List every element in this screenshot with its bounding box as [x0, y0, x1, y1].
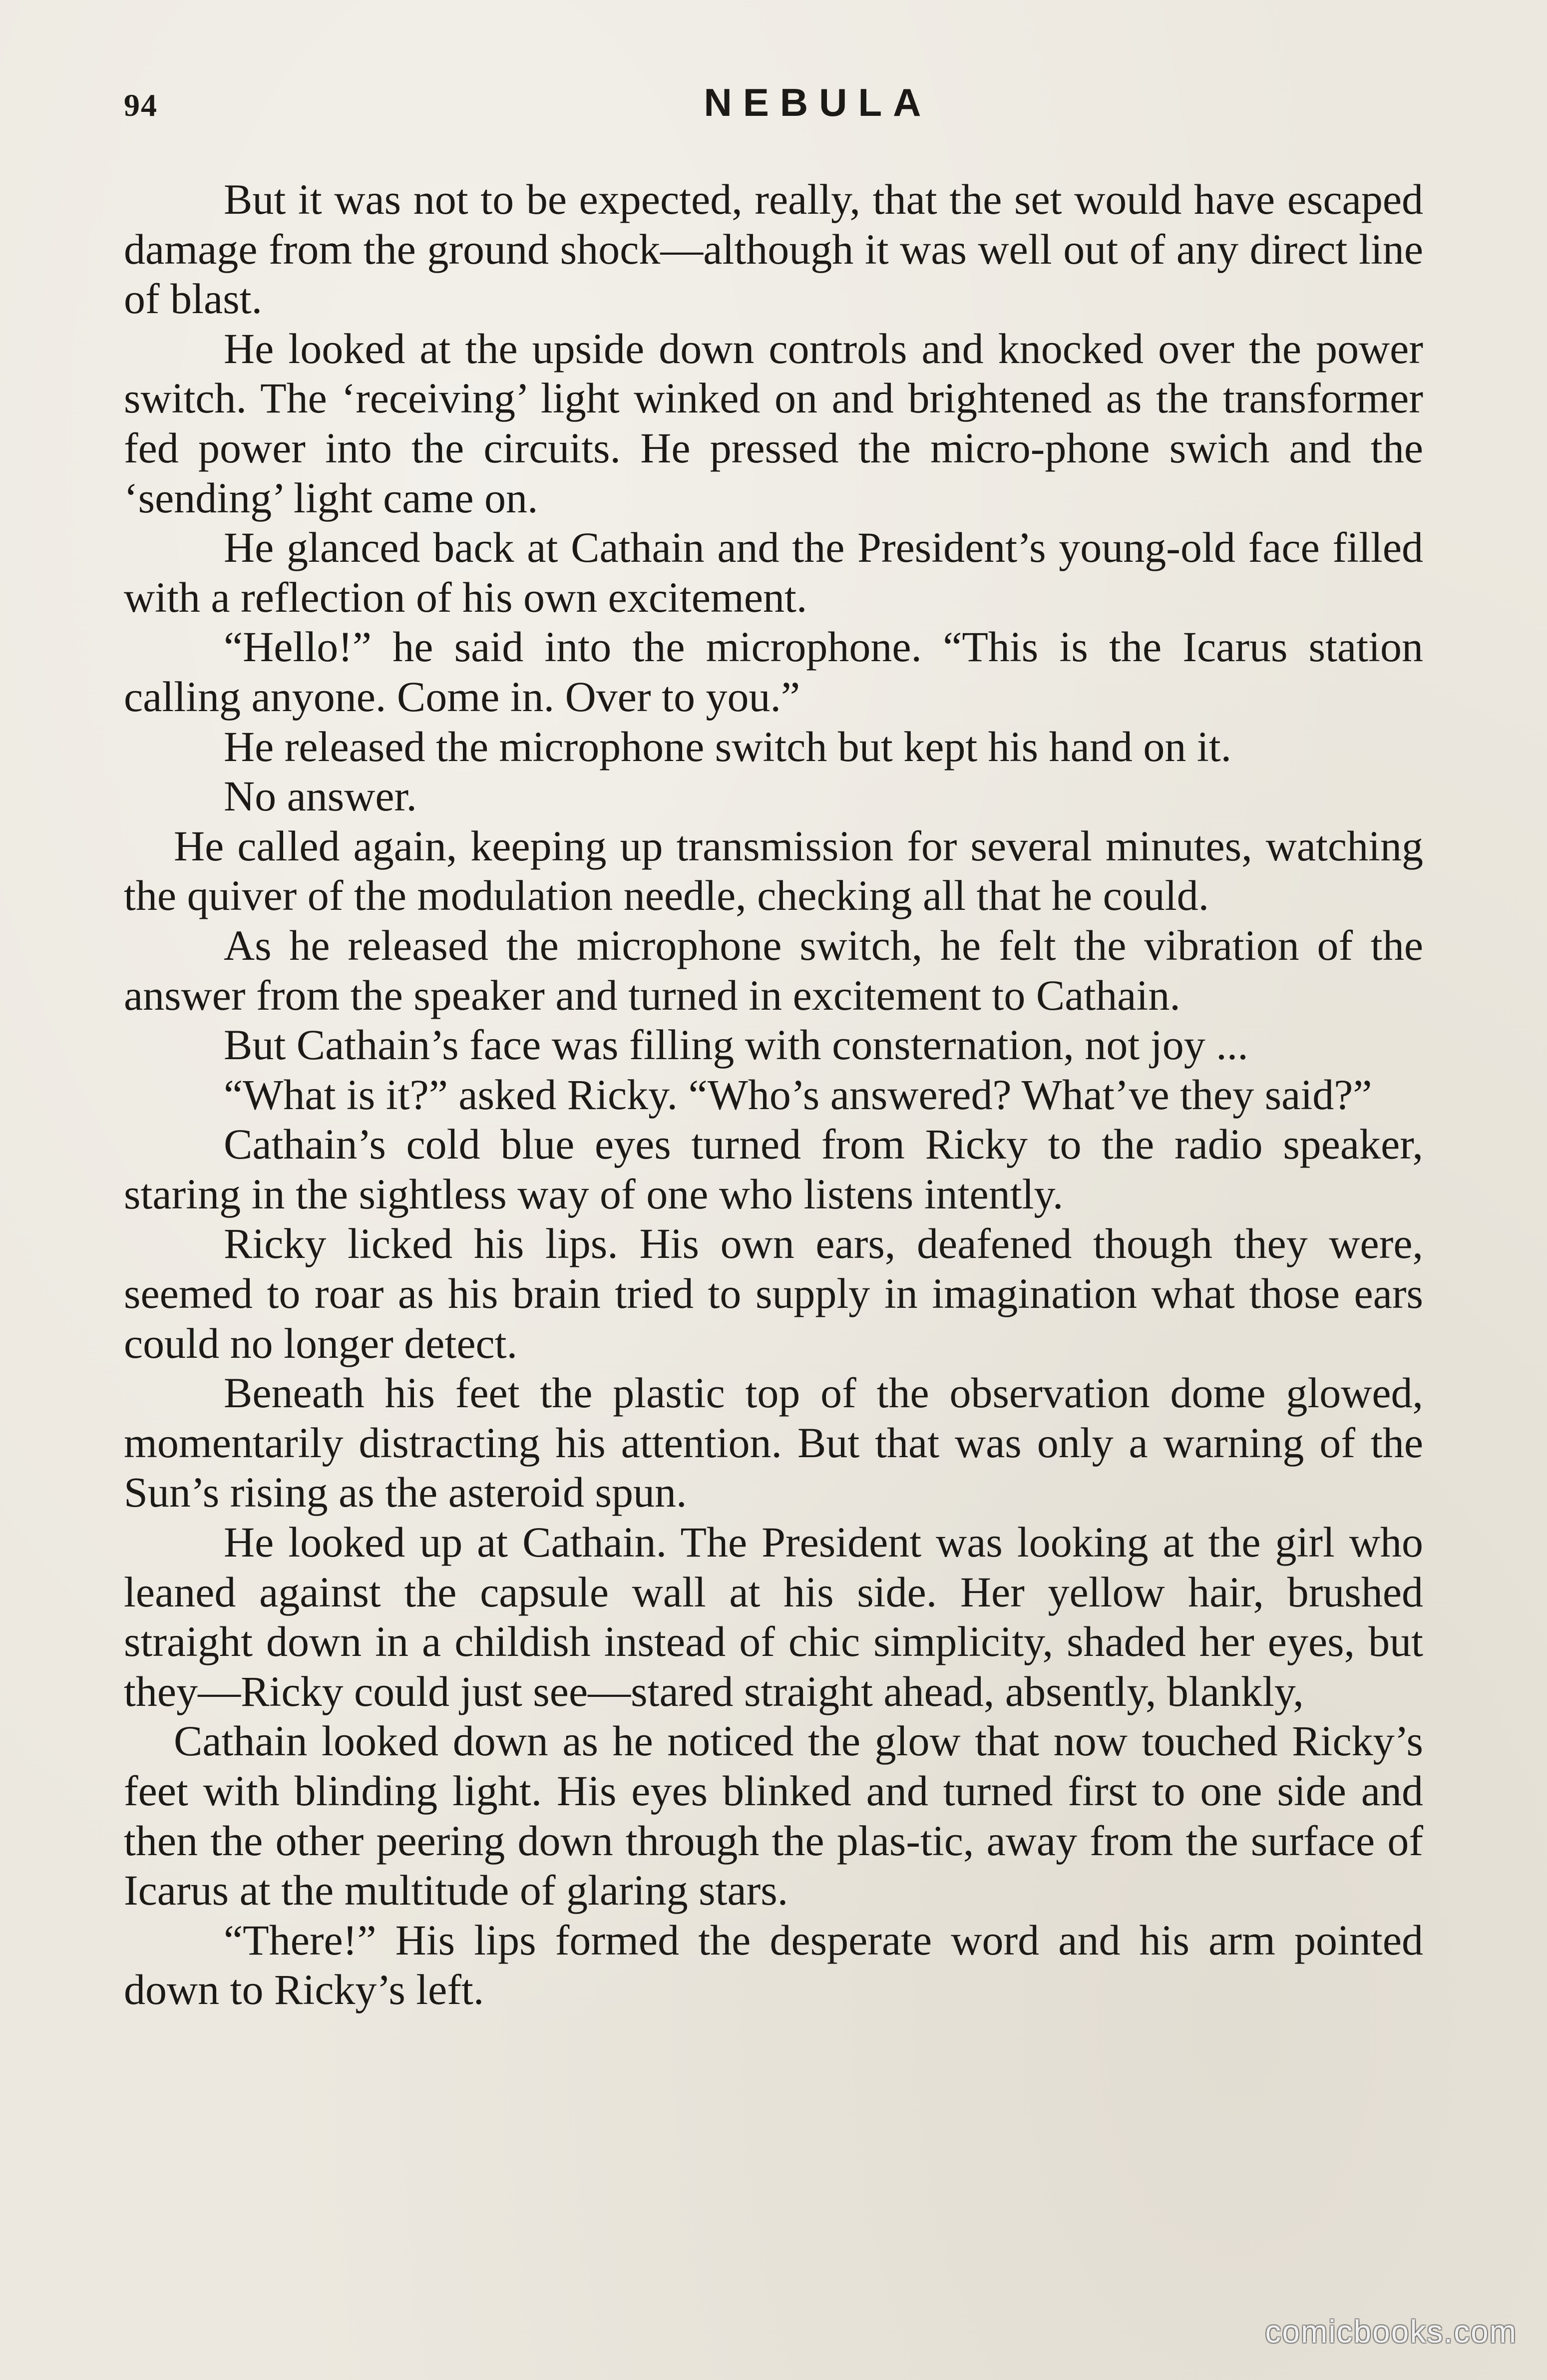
- paragraph: As he released the microphone switch, he felt the vibration of the answer from the speaker and turned in excitement to Cathain.: [124, 921, 1423, 1019]
- paragraph: Cathain looked down as he noticed the glow that now touched Ricky’s feet with blinding light. His eyes blinked and turned first to one side and then the other peering down through the plas-tic, away from the surface of Icarus at the multitude of glaring stars.: [124, 1717, 1423, 1915]
- paragraph: He released the microphone switch but kept his hand on it.: [224, 722, 1232, 771]
- paragraph: But it was not to be expected, really, that the set would have escaped damage from the ground shock—although it was well out of any direct line of blast.: [124, 175, 1423, 323]
- paragraph: He called again, keeping up transmission for several minutes, watching the quiver of the modulation needle, checking all that he could.: [124, 821, 1423, 920]
- paragraph: He glanced back at Cathain and the President’s young-old face filled with a reflection of his own excitement.: [124, 523, 1423, 621]
- body-text: [124, 175, 1423, 2015]
- paragraph: Beneath his feet the plastic top of the observation dome glowed, momentarily distracting his attention. But that was only a warning of the Sun’s rising as the asteroid spun.: [124, 1369, 1423, 1517]
- paragraph: He looked at the upside down controls and knocked over the power switch. The ‘receiving’ light winked on and brightened as the transformer fed power into the circuits. He pressed the micro-phone swich and the ‘sending’ light came on.: [124, 324, 1423, 522]
- paragraph: No answer.: [224, 772, 417, 820]
- paragraph: “There!” His lips formed the desperate word and his arm pointed down to Ricky’s left.: [124, 1916, 1423, 2014]
- page-number: 94: [124, 87, 158, 123]
- paragraph: Ricky licked his lips. His own ears, deafened though they were, seemed to roar as his brain tried to supply in imagination what those ears could no longer detect.: [124, 1219, 1423, 1367]
- paragraph: “What is it?” asked Ricky. “Who’s answered? What’ve they said?”: [224, 1070, 1372, 1119]
- paragraph: “Hello!” he said into the microphone. “This is the Icarus station calling anyone. Come in. Over to you.”: [124, 623, 1423, 721]
- paragraph: Cathain’s cold blue eyes turned from Ricky to the radio speaker, staring in the sightless way of one who listens intently.: [124, 1120, 1423, 1218]
- paragraph: He looked up at Cathain. The President was looking at the girl who leaned against the capsule wall at his side. Her yellow hair, brushed straight down in a childish instead of chic simplicity, shaded her eyes, but they—Ricky could just see—stared straight ahead, absently, blankly,: [124, 1518, 1423, 1715]
- page-header: [124, 80, 1423, 135]
- running-head: NEBULA: [704, 80, 932, 124]
- watermark: comicbooks.com: [1265, 2314, 1517, 2350]
- paragraph: But Cathain’s face was filling with consternation, not joy ...: [224, 1021, 1248, 1069]
